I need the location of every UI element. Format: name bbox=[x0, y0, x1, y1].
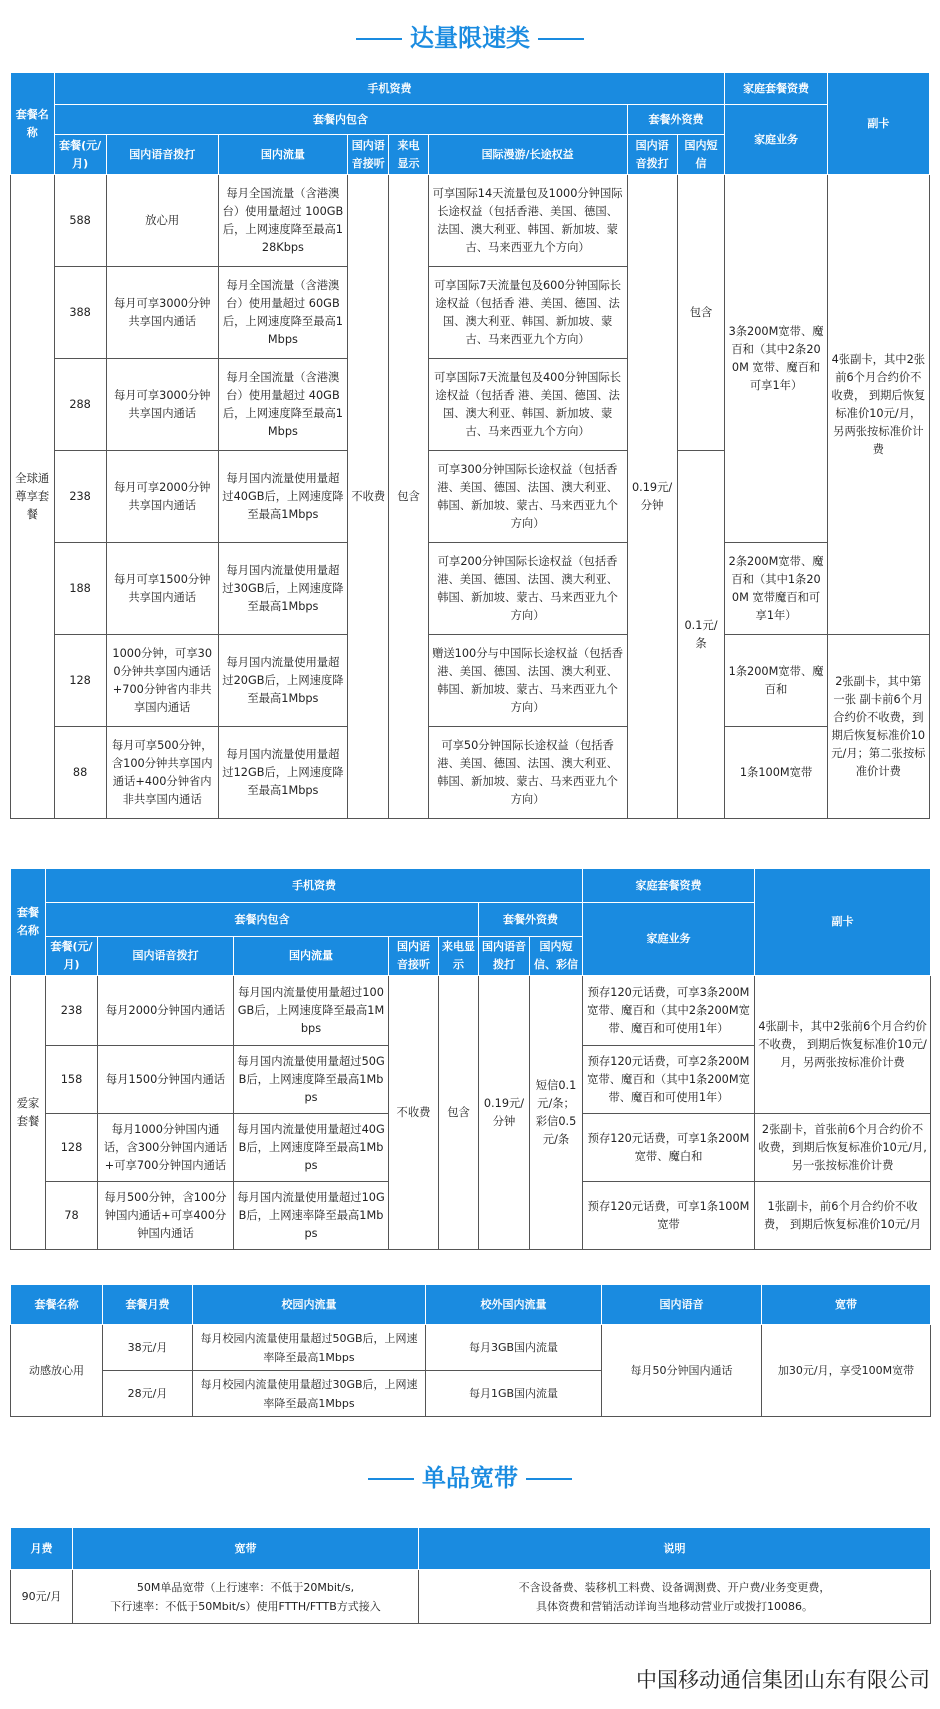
header-home-fee: 家庭套餐资费 bbox=[583, 869, 755, 903]
plan-home-business: 1条200M宽带、魔百和 bbox=[725, 635, 827, 727]
header-broadband: 宽带 bbox=[73, 1528, 419, 1570]
plan-campus-data: 每月校园内流量使用量超过50GB后，上网速率降至最高1Mbps bbox=[193, 1325, 426, 1371]
header-roaming: 国际漫游/长途权益 bbox=[428, 135, 627, 175]
title-line-right bbox=[538, 38, 584, 40]
plan-vice-card: 2张副卡，其中第一张 副卡前6个月合约价不收费，到期后恢复标准价10元/月；第二张按标准价计费 bbox=[827, 635, 929, 819]
table-row bbox=[11, 543, 930, 635]
header-plan-name: 套餐名称 bbox=[11, 73, 55, 175]
header-description: 说明 bbox=[419, 1528, 931, 1570]
plan-data: 每月全国流量（含港澳台）使用量超过 40GB后，上网速度降至最高1Mbps bbox=[218, 359, 347, 451]
table-row bbox=[11, 175, 930, 267]
header-caller-id: 来电显示 bbox=[439, 937, 479, 976]
title-line-left bbox=[356, 38, 402, 40]
broadband-spec-line: 50M单品宽带（上行速率：不低于20Mbit/s, bbox=[136, 1580, 355, 1594]
plan-vice-card: 4张副卡，其中2张前6个月合约价不收费， 到期后恢复标准价10元/月，另两张按标准价计费 bbox=[827, 175, 929, 635]
title-line-left bbox=[368, 1478, 414, 1480]
plan-broadband: 加30元/月，享受100M宽带 bbox=[762, 1325, 931, 1417]
header-offcampus-data: 校外国内流量 bbox=[426, 1285, 602, 1325]
plan-offcampus-data: 每月1GB国内流量 bbox=[426, 1371, 602, 1417]
plan-fee: 38元/月 bbox=[103, 1325, 193, 1371]
header-extra-fee: 套餐外资费 bbox=[627, 105, 725, 135]
plan-listen: 不收费 bbox=[348, 175, 389, 819]
plan-home-business: 2条200M宽带、魔百和（其中1条200M 宽带魔百和可享1年） bbox=[725, 543, 827, 635]
plan-data: 每月全国流量（含港澳台）使用量超过 100GB后，上网速度降至最高128Kbps bbox=[218, 175, 347, 267]
plan-vice-card: 4张副卡，其中2张前6个月合约价不收费， 到期后恢复标准价10元/月，另两张按标准价计费 bbox=[755, 976, 931, 1114]
plan-home-business: 1条100M宽带 bbox=[725, 727, 827, 819]
plan-data: 每月国内流量使用量超过100GB后，上网速度降至最高1Mbps bbox=[234, 976, 389, 1046]
plan-data: 每月国内流量使用量超过30GB后，上网速度降至最高1Mbps bbox=[218, 543, 347, 635]
header-extra-sms: 国内短信、彩信 bbox=[530, 937, 583, 976]
plan-roaming: 可享200分钟国际长途权益（包括香港、美国、德国、法国、澳大利亚、韩国、新加坡、蒙古、马来西亚九个方向） bbox=[428, 543, 627, 635]
plan-fee: 128 bbox=[46, 1114, 98, 1182]
plan-fee: 388 bbox=[54, 267, 106, 359]
plan-fee: 238 bbox=[46, 976, 98, 1046]
plan-fee: 238 bbox=[54, 451, 106, 543]
broadband-note-line: 不含设备费、装移机工料费、设备调测费、开户费/业务变更费， bbox=[518, 1580, 831, 1594]
header-monthly-fee: 套餐月费 bbox=[103, 1285, 193, 1325]
header-domestic-voice: 国内语音 bbox=[602, 1285, 762, 1325]
plan-listen: 不收费 bbox=[389, 976, 439, 1250]
table-row bbox=[11, 1570, 931, 1624]
header-broadband: 宽带 bbox=[762, 1285, 931, 1325]
plan-caller-id: 包含 bbox=[389, 175, 428, 819]
broadband-note-line: 具体资费和营销活动详询当地移动营业厅或拨打10086。 bbox=[536, 1599, 813, 1613]
header-vice-card: 副卡 bbox=[755, 869, 931, 976]
plan-caller-id: 包含 bbox=[439, 976, 479, 1250]
plan-vice-card: 1张副卡，前6个月合约价不收费， 到期后恢复标准价10元/月 bbox=[755, 1182, 931, 1250]
plan-name: 爱家套餐 bbox=[11, 976, 46, 1250]
section-title-text: 单品宽带 bbox=[422, 1464, 518, 1492]
plan-voice: 每月500分钟，含100分钟国内通话+可享400分钟国内通话 bbox=[98, 1182, 234, 1250]
broadband-spec-line: 下行速率：不低于50Mbit/s）使用FTTH/FTTB方式接入 bbox=[110, 1599, 381, 1613]
header-home-fee: 家庭套餐资费 bbox=[725, 73, 827, 105]
plan-voice: 1000分钟，可享300分钟共享国内通话+700分钟省内非共享国内通话 bbox=[106, 635, 218, 727]
plan-data: 每月国内流量使用量超过20GB后，上网速度降至最高1Mbps bbox=[218, 635, 347, 727]
campus-plan-table bbox=[10, 1284, 931, 1417]
plan-voice: 每月1500分钟国内通话 bbox=[98, 1046, 234, 1114]
plan-voice: 每月2000分钟国内通话 bbox=[98, 976, 234, 1046]
header-extra-sms: 国内短信 bbox=[677, 135, 725, 175]
plan-home-business: 预存120元话费，可享1条100M宽带 bbox=[583, 1182, 755, 1250]
plan-voice: 放心用 bbox=[106, 175, 218, 267]
header-data: 国内流量 bbox=[218, 135, 347, 175]
plan-offcampus-data: 每月3GB国内流量 bbox=[426, 1325, 602, 1371]
plan-extra-sms: 0.1元/条 bbox=[677, 451, 725, 819]
plan-data: 每月全国流量（含港澳台）使用量超过 60GB后，上网速度降至最高1Mbps bbox=[218, 267, 347, 359]
section-title-speed-limit bbox=[0, 18, 940, 53]
family-plan-table bbox=[10, 868, 931, 1250]
title-line-right bbox=[526, 1478, 572, 1480]
header-caller-id: 来电显示 bbox=[389, 135, 428, 175]
plan-roaming: 可享国际7天流量包及600分钟国际长途权益（包括香 港、美国、德国、法国、澳大利亚、韩国、新加坡、蒙古、马来西亚九个方向） bbox=[428, 267, 627, 359]
plan-fee: 588 bbox=[54, 175, 106, 267]
header-data: 国内流量 bbox=[234, 937, 389, 976]
plan-vice-card: 2张副卡，首张前6个月合约价不收费，到期后恢复标准价10元/月,另一张按标准价计费 bbox=[755, 1114, 931, 1182]
plan-data: 每月国内流量使用量超过40GB后，上网速度降至最高1Mbps bbox=[218, 451, 347, 543]
table-row bbox=[11, 976, 931, 1046]
broadband-fee: 90元/月 bbox=[11, 1570, 73, 1624]
plan-voice: 每月可享3000分钟共享国内通话 bbox=[106, 267, 218, 359]
table-row bbox=[11, 635, 930, 727]
plan-extra-sms: 包含 bbox=[677, 175, 725, 451]
plan-roaming: 可享国际7天流量包及400分钟国际长途权益（包括香 港、美国、德国、法国、澳大利亚、韩国、新加坡、蒙古、马来西亚九个方向） bbox=[428, 359, 627, 451]
global-plan-table bbox=[10, 72, 930, 819]
section-title-broadband bbox=[0, 1458, 940, 1493]
header-fee: 套餐(元/月) bbox=[46, 937, 98, 976]
header-fee: 套餐(元/月) bbox=[54, 135, 106, 175]
plan-voice: 每月可享1500分钟共享国内通话 bbox=[106, 543, 218, 635]
plan-data: 每月国内流量使用量超过10GB后，上网速率降至最高1Mbps bbox=[234, 1182, 389, 1250]
header-home-business: 家庭业务 bbox=[725, 105, 827, 175]
header-extra-fee: 套餐外资费 bbox=[479, 903, 583, 937]
plan-home-business: 3条200M宽带、魔百和（其中2条200M 宽带、魔百和可享1年） bbox=[725, 175, 827, 543]
header-included: 套餐内包含 bbox=[46, 903, 479, 937]
plan-data: 每月国内流量使用量超过12GB后，上网速度降至最高1Mbps bbox=[218, 727, 347, 819]
plan-name: 动感放心用 bbox=[11, 1325, 103, 1417]
header-vice-card: 副卡 bbox=[827, 73, 929, 175]
plan-voice: 每月1000分钟国内通话，含300分钟国内通话+可享700分钟国内通话 bbox=[98, 1114, 234, 1182]
header-plan-name: 套餐名称 bbox=[11, 1285, 103, 1325]
plan-voice: 每月可享2000分钟共享国内通话 bbox=[106, 451, 218, 543]
broadband-note bbox=[419, 1570, 931, 1624]
plan-campus-data: 每月校园内流量使用量超过30GB后，上网速率降至最高1Mbps bbox=[193, 1371, 426, 1417]
broadband-spec bbox=[73, 1570, 419, 1624]
plan-extra-voice: 0.19元/分钟 bbox=[479, 976, 530, 1250]
plan-extra-sms: 短信0.1元/条；彩信0.5元/条 bbox=[530, 976, 583, 1250]
plan-data: 每月国内流量使用量超过40GB后，上网速度降至最高1Mbps bbox=[234, 1114, 389, 1182]
plan-home-business: 预存120元话费，可享3条200M宽带、魔百和（其中2条200M宽带、魔百和可使用1年） bbox=[583, 976, 755, 1046]
header-listen: 国内语音接听 bbox=[389, 937, 439, 976]
broadband-table bbox=[10, 1527, 931, 1624]
plan-fee: 158 bbox=[46, 1046, 98, 1114]
section-title-text: 达量限速类 bbox=[410, 24, 530, 52]
header-campus-data: 校园内流量 bbox=[193, 1285, 426, 1325]
header-voice: 国内语音拨打 bbox=[98, 937, 234, 976]
header-monthly-fee: 月费 bbox=[11, 1528, 73, 1570]
plan-fee: 188 bbox=[54, 543, 106, 635]
plan-voice: 每月可享500分钟，含100分钟共享国内通话+400分钟省内非共享国内通话 bbox=[106, 727, 218, 819]
header-included: 套餐内包含 bbox=[54, 105, 627, 135]
plan-home-business: 预存120元话费，可享1条200M宽带、魔白和 bbox=[583, 1114, 755, 1182]
table-row bbox=[11, 727, 930, 819]
plan-roaming: 可享300分钟国际长途权益（包括香港、美国、德国、法国、澳大利亚、韩国、新加坡、蒙古、马来西亚九个方向） bbox=[428, 451, 627, 543]
plan-fee: 78 bbox=[46, 1182, 98, 1250]
plan-roaming: 可享国际14天流量包及1000分钟国际长途权益（包括香港、美国、德国、法国、澳大利亚、韩国、新加坡、蒙古、马来西亚九个方向） bbox=[428, 175, 627, 267]
plan-extra-voice: 0.19元/分钟 bbox=[627, 175, 677, 819]
plan-fee: 28元/月 bbox=[103, 1371, 193, 1417]
header-mobile-fee: 手机资费 bbox=[54, 73, 725, 105]
plan-voice: 每月50分钟国内通话 bbox=[602, 1325, 762, 1417]
plan-home-business: 预存120元话费，可享2条200M宽带、魔百和（其中1条200M宽带、魔百和可使用1年） bbox=[583, 1046, 755, 1114]
company-name: 中国移动通信集团山东有限公司 bbox=[636, 1668, 930, 1692]
plan-data: 每月国内流量使用量超过50GB后，上网速度降至最高1Mbps bbox=[234, 1046, 389, 1114]
header-extra-voice: 国内语音拨打 bbox=[479, 937, 530, 976]
header-listen: 国内语音接听 bbox=[348, 135, 389, 175]
plan-fee: 288 bbox=[54, 359, 106, 451]
plan-name: 全球通尊享套餐 bbox=[11, 175, 55, 819]
plan-fee: 88 bbox=[54, 727, 106, 819]
plan-fee: 128 bbox=[54, 635, 106, 727]
header-plan-name: 套餐名称 bbox=[11, 869, 46, 976]
plan-roaming: 可享50分钟国际长途权益（包括香港、美国、德国、法国、澳大利亚、韩国、新加坡、蒙古、马来西亚九个方向） bbox=[428, 727, 627, 819]
plan-voice: 每月可享3000分钟共享国内通话 bbox=[106, 359, 218, 451]
header-home-business: 家庭业务 bbox=[583, 903, 755, 976]
header-voice: 国内语音拨打 bbox=[106, 135, 218, 175]
plan-roaming: 赠送100分与中国际长途权益（包括香港、美国、德国、法国、澳大利亚、韩国、新加坡、蒙古、马来西亚九个方向） bbox=[428, 635, 627, 727]
table-row bbox=[11, 1325, 931, 1371]
header-extra-voice: 国内语音拨打 bbox=[627, 135, 677, 175]
header-mobile-fee: 手机资费 bbox=[46, 869, 583, 903]
